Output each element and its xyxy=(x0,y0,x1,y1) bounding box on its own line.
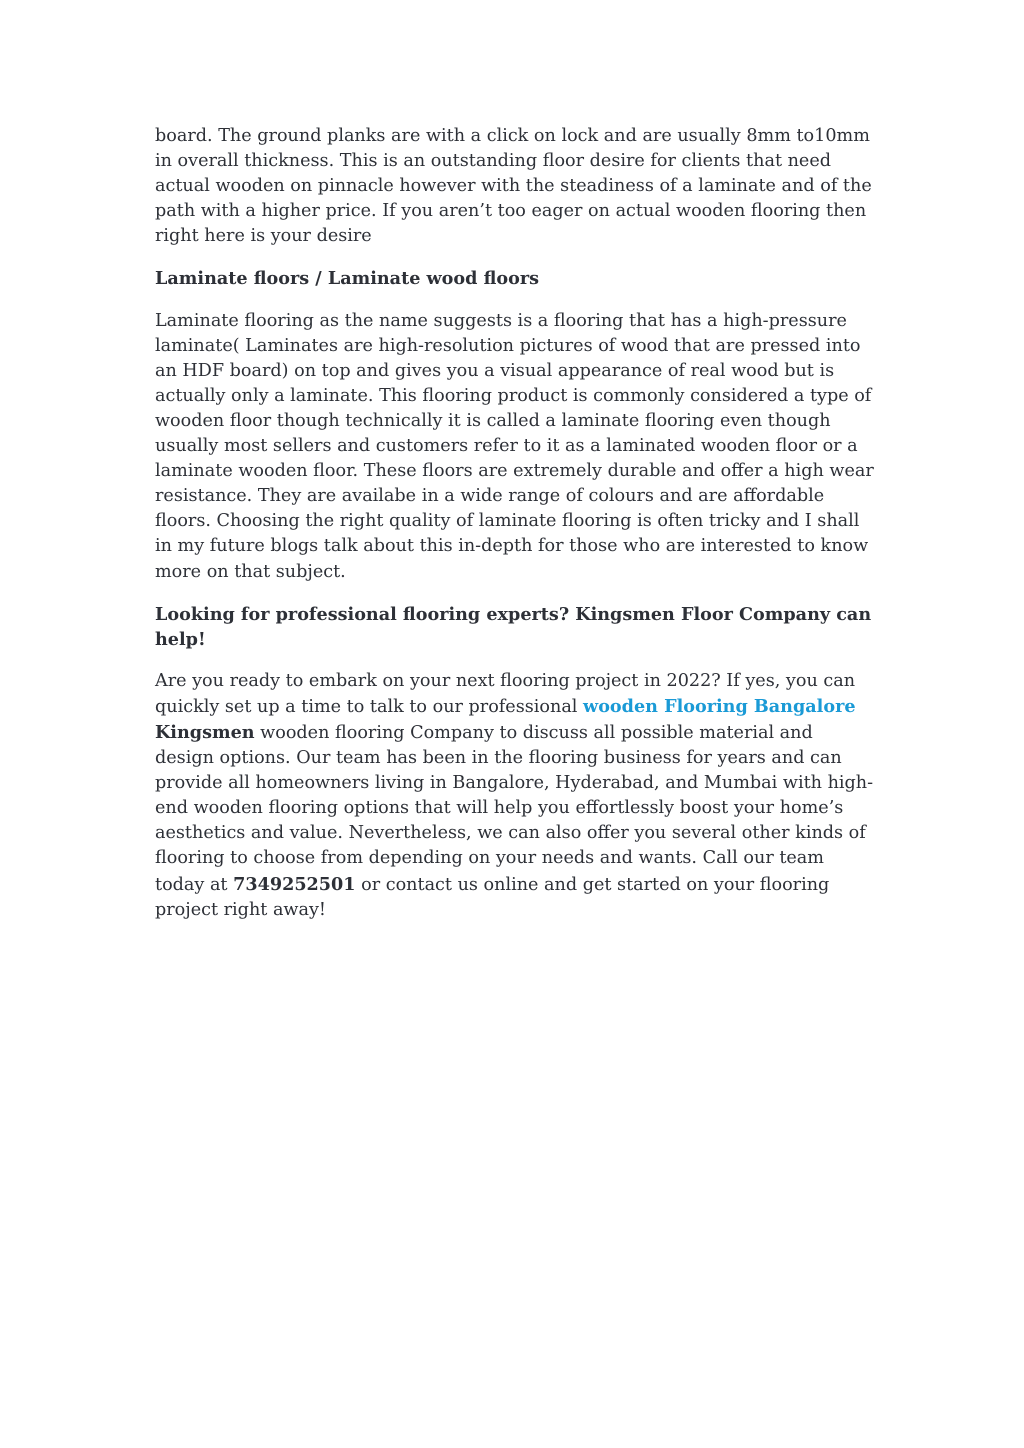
closing-paragraph xyxy=(155,669,875,923)
intro-paragraph: board. The ground planks are with a click on lock and are usually 8mm to10mm in overall thickness. This is an outstanding floor desire for clients that need actual wooden on pinnacle however with the steadiness of a laminate and of the path with a higher price. If you aren’t too eager on actual wooden flooring then right here is your desire xyxy=(155,126,872,247)
document-page xyxy=(155,124,875,923)
brand-name: Kingsmen xyxy=(155,721,255,743)
closing-text-part4: or contact us online and get started on your flooring project right away! xyxy=(155,874,830,920)
experts-heading: Looking for professional flooring experts? Kingsmen Floor Company can help! xyxy=(155,603,872,650)
closing-text-part1: Are you ready to embark on your next flooring project in 2022? If yes, you can quickly set up a time to talk to our professional xyxy=(155,670,856,717)
laminate-paragraph: Laminate flooring as the name suggests is a flooring that has a high-pressure laminate( Laminates are high-resolution pictures of wood that are pressed into an HDF board) on top and gives you a visual appearance of real wood but is actually only a laminate. This flooring product is commonly considered a type of wooden floor though technically it is called a laminate flooring even though usually most sellers and customers refer to it as a laminated wooden floor or a laminate wooden floor. These floors are extremely durable and offer a high wear resistance. They are availabe in a wide range of colours and are affordable floors. Choosing the right quality of laminate flooring is often tricky and I shall in my future blogs talk about this in-depth for those who are interested to know more on that subject. xyxy=(155,310,874,582)
phone-number: 7349252501 xyxy=(233,873,356,895)
laminate-heading: Laminate floors / Laminate wood floors xyxy=(155,268,540,290)
wooden-flooring-bangalore-link[interactable]: wooden Flooring Bangalore xyxy=(583,695,856,717)
closing-text-part3: wooden flooring Company to discuss all possible material and design options. Our team has been in the flooring business for years and can provide all homeowners living in Bangalore, Hyderabad, and Mumbai with high-end wooden flooring options that will help you effortlessly boost your home’s aesthetics and value. Nevertheless, we can also offer you several other kinds of flooring to choose from depending on your needs and wants. Call our team today at xyxy=(155,722,874,895)
